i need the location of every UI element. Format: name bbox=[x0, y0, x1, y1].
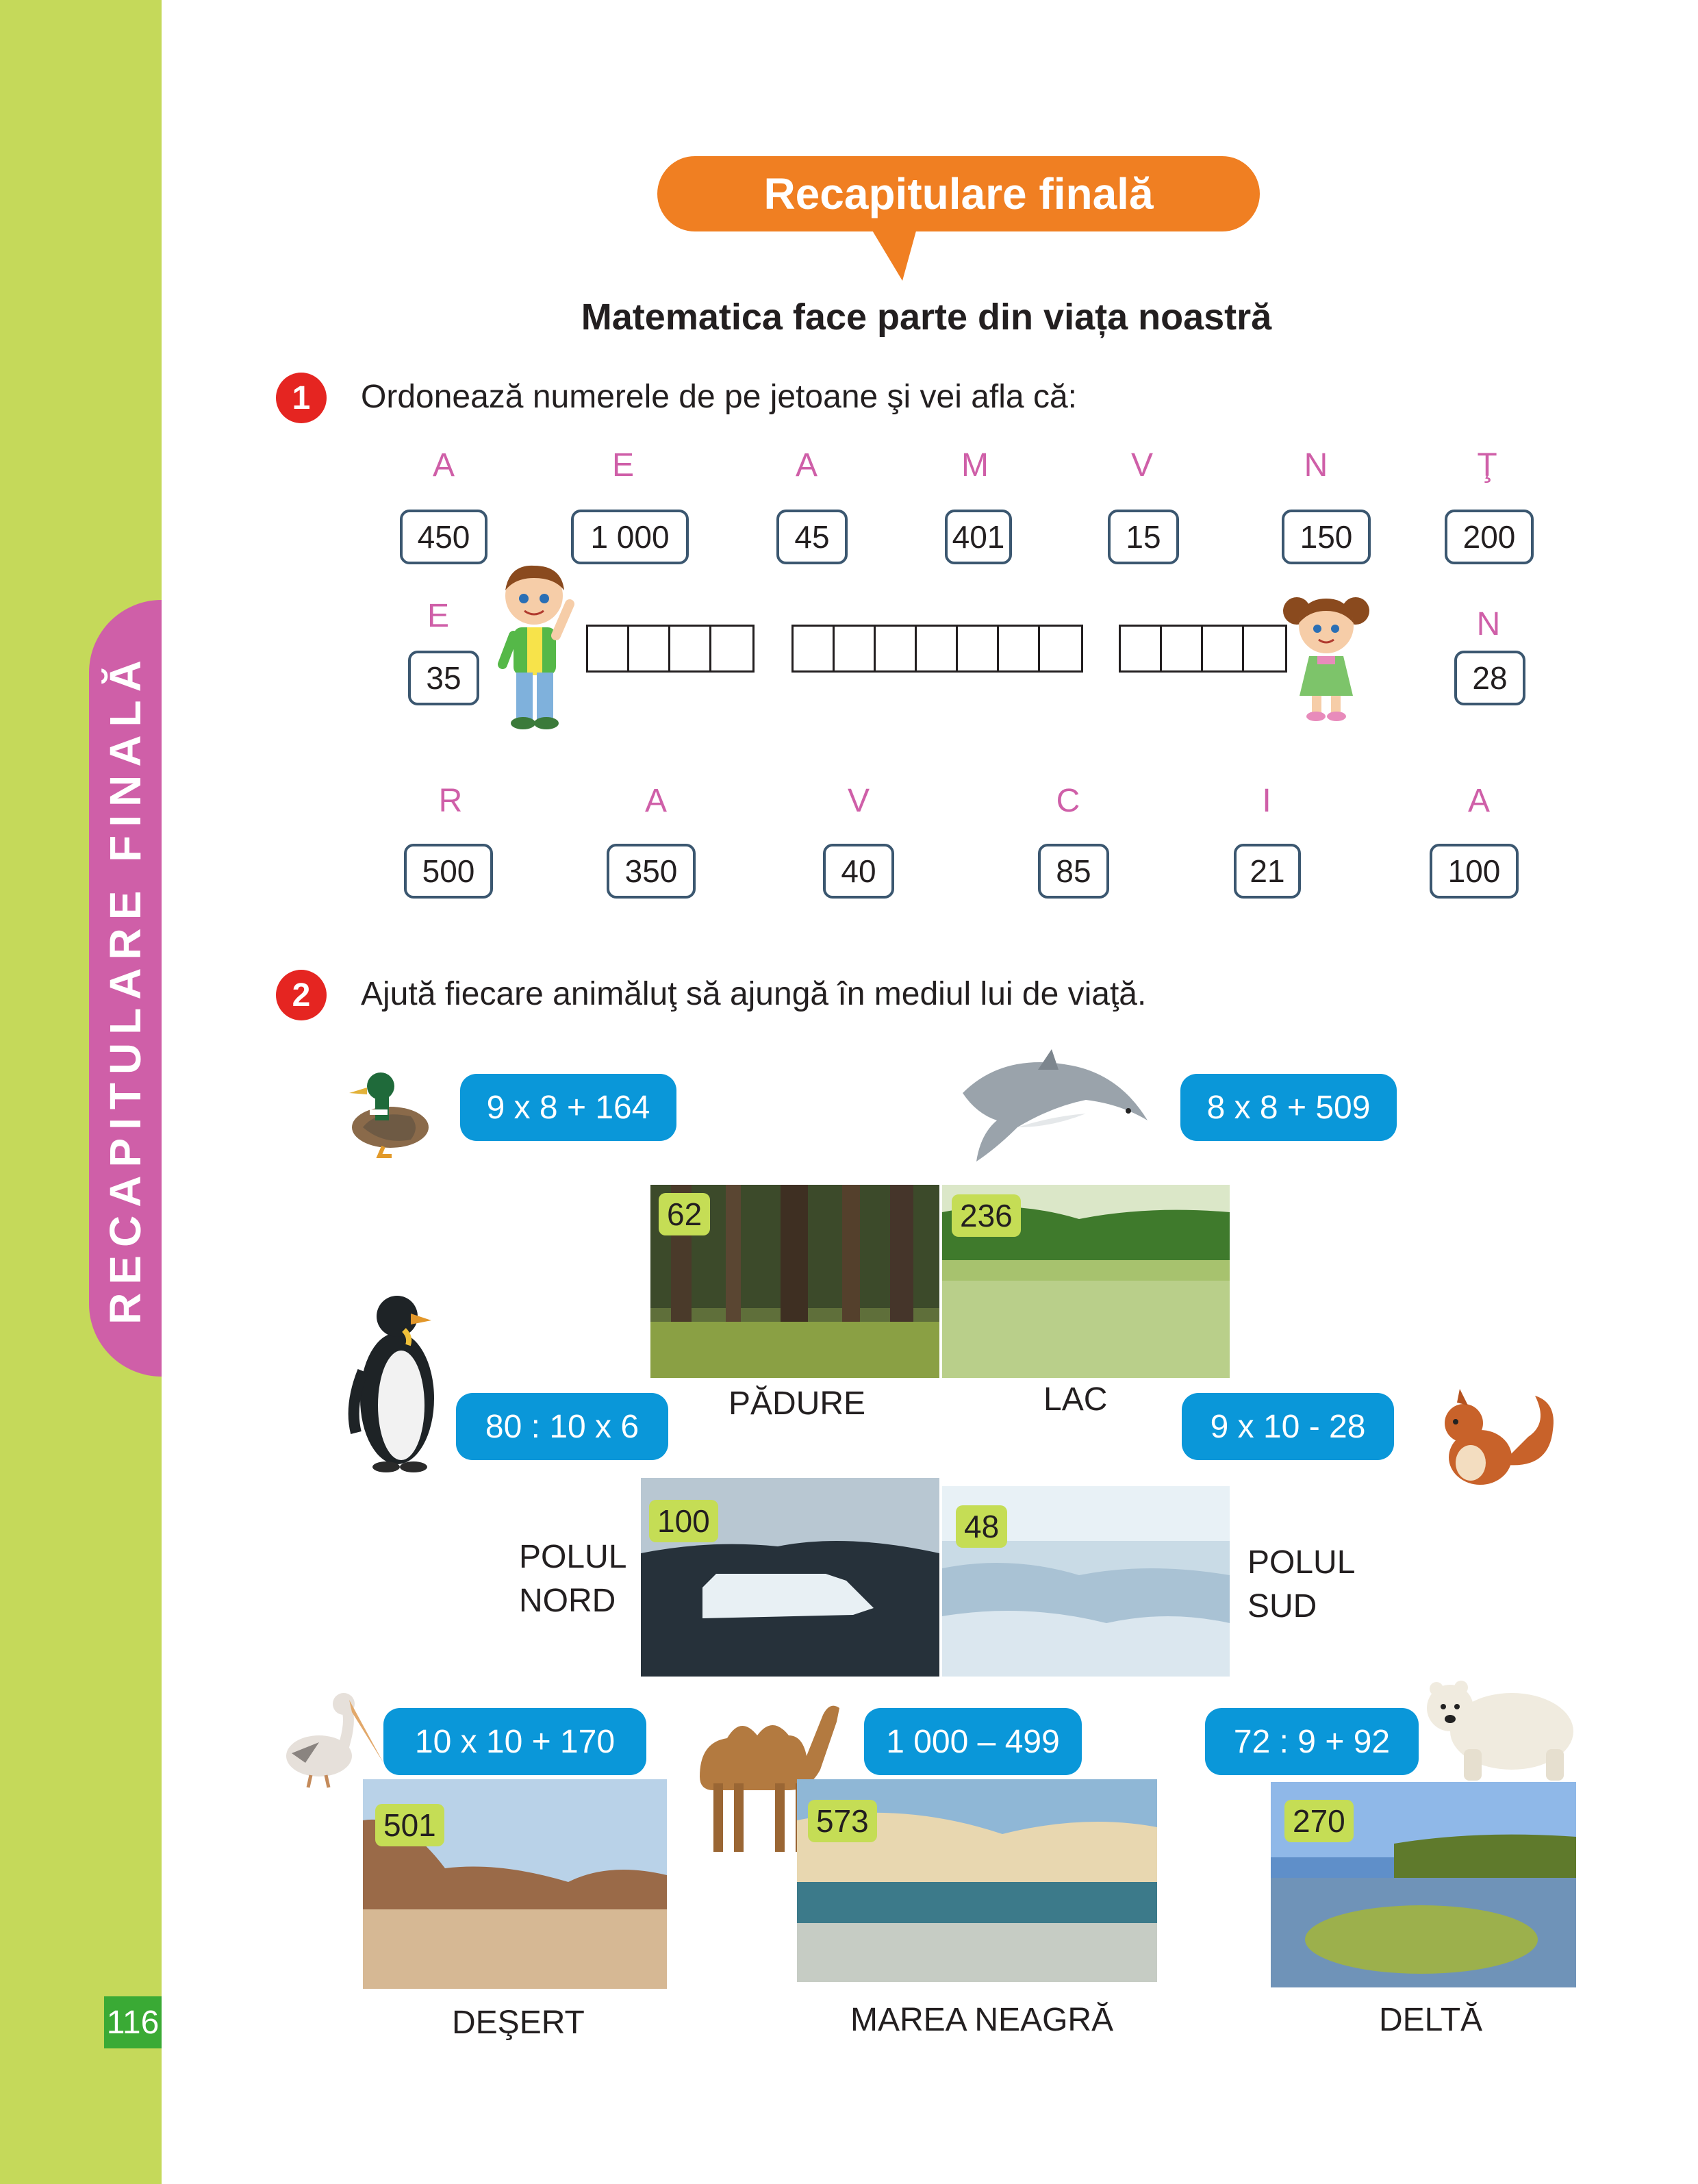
number-token[interactable]: 85 bbox=[1038, 844, 1109, 899]
page-number: 116 bbox=[104, 1996, 162, 2048]
pelican-icon bbox=[278, 1687, 386, 1790]
expression-squirrel[interactable]: 9 x 10 - 28 bbox=[1182, 1393, 1394, 1460]
token-letter: N bbox=[1476, 606, 1501, 642]
boy-illustration bbox=[493, 562, 575, 733]
number-token[interactable]: 200 bbox=[1445, 510, 1534, 564]
token-letter: M bbox=[961, 447, 989, 484]
token-letter: A bbox=[644, 783, 667, 819]
exercise-1-instruction: Ordonează numerele de pe jetoane şi vei afla că: bbox=[361, 379, 1077, 415]
expression-camel[interactable]: 1 000 – 499 bbox=[864, 1708, 1082, 1775]
habitat-label-line1: POLUL bbox=[1247, 1544, 1356, 1581]
number-token[interactable]: 350 bbox=[607, 844, 696, 899]
number-token[interactable]: 500 bbox=[404, 844, 493, 899]
expression-dolphin[interactable]: 8 x 8 + 509 bbox=[1180, 1074, 1397, 1141]
habitat-label: PĂDURE bbox=[728, 1385, 866, 1422]
habitat-label: DELTĂ bbox=[1379, 2002, 1483, 2038]
number-token[interactable]: 1 000 bbox=[571, 510, 689, 564]
habitat-number-badge: 62 bbox=[659, 1193, 710, 1235]
habitat-number-badge: 270 bbox=[1284, 1800, 1354, 1842]
answer-cells-word-3[interactable] bbox=[1119, 625, 1287, 673]
girl-illustration bbox=[1282, 593, 1371, 723]
habitat-number-badge: 100 bbox=[649, 1500, 718, 1542]
token-letter: C bbox=[1056, 783, 1080, 819]
habitat-number-badge: 48 bbox=[956, 1505, 1007, 1548]
penguin-icon bbox=[342, 1289, 446, 1474]
number-token[interactable]: 28 bbox=[1454, 651, 1525, 705]
token-letter: V bbox=[1130, 447, 1153, 484]
answer-cells-word-1[interactable] bbox=[586, 625, 755, 673]
token-letter: A bbox=[1467, 783, 1490, 819]
dolphin-icon bbox=[949, 1045, 1154, 1170]
token-letter: R bbox=[438, 783, 463, 819]
exercise-1-number: 1 bbox=[276, 373, 327, 423]
squirrel-icon bbox=[1432, 1382, 1560, 1488]
page-subtitle bbox=[0, 296, 1698, 338]
number-token[interactable]: 15 bbox=[1108, 510, 1179, 564]
number-token[interactable]: 100 bbox=[1430, 844, 1519, 899]
token-letter: N bbox=[1304, 447, 1328, 484]
number-token[interactable]: 45 bbox=[776, 510, 848, 564]
expression-polar-bear[interactable]: 72 : 9 + 92 bbox=[1205, 1708, 1419, 1775]
number-token[interactable]: 21 bbox=[1234, 844, 1301, 899]
expression-pelican[interactable]: 10 x 10 + 170 bbox=[383, 1708, 646, 1775]
habitat-number-badge: 573 bbox=[808, 1800, 877, 1842]
number-token[interactable]: 450 bbox=[400, 510, 487, 564]
token-letter: E bbox=[427, 598, 449, 634]
habitat-number-badge: 501 bbox=[375, 1804, 444, 1846]
habitat-label: DEŞERT bbox=[452, 2005, 585, 2041]
token-letter: Ţ bbox=[1477, 447, 1497, 484]
sidebar-section-title: RECAPITULARE FINALĂ bbox=[101, 652, 150, 1325]
habitat-label-line2: SUD bbox=[1247, 1588, 1317, 1624]
token-letter: A bbox=[432, 447, 455, 484]
number-token[interactable]: 35 bbox=[408, 651, 479, 705]
duck-icon bbox=[335, 1066, 431, 1162]
habitat-label-line1: POLUL bbox=[519, 1539, 627, 1575]
token-letter: I bbox=[1262, 783, 1271, 819]
number-token[interactable]: 150 bbox=[1282, 510, 1371, 564]
page-subtitle-text: Matematica face parte din viața noastră bbox=[581, 297, 1272, 338]
banner-title: Recapitulare finală bbox=[657, 156, 1260, 231]
expression-penguin[interactable]: 80 : 10 x 6 bbox=[456, 1393, 668, 1460]
habitat-label-line2: NORD bbox=[519, 1583, 616, 1619]
token-letter: V bbox=[847, 783, 870, 819]
polar-bear-icon bbox=[1416, 1674, 1577, 1783]
habitat-label: MAREA NEAGRĂ bbox=[850, 2002, 1114, 2038]
token-letter: E bbox=[611, 447, 634, 484]
exercise-2-number: 2 bbox=[276, 970, 327, 1020]
expression-duck[interactable]: 9 x 8 + 164 bbox=[460, 1074, 676, 1141]
number-token[interactable]: 401 bbox=[945, 510, 1012, 564]
habitat-number-badge: 236 bbox=[952, 1194, 1021, 1237]
habitat-label: LAC bbox=[1043, 1381, 1108, 1418]
token-letter: A bbox=[795, 447, 818, 484]
exercise-2-instruction: Ajută fiecare animăluţ să ajungă în mediul lui de viaţă. bbox=[361, 976, 1147, 1012]
number-token[interactable]: 40 bbox=[823, 844, 894, 899]
answer-cells-word-2[interactable] bbox=[791, 625, 1083, 673]
